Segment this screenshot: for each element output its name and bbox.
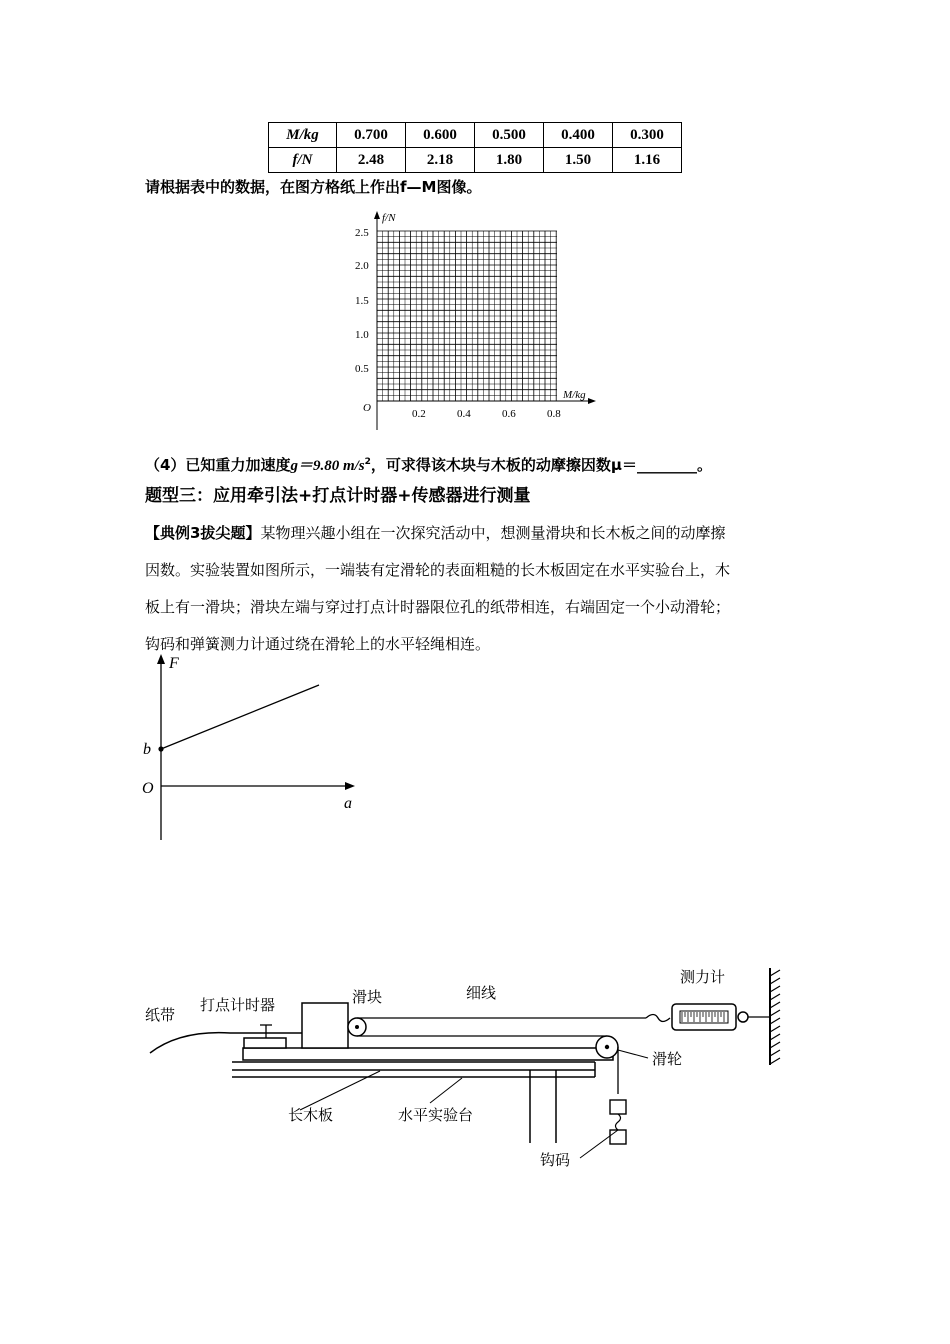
timer: [244, 1038, 286, 1048]
y-axis-label: f/N: [382, 212, 396, 224]
wall-hatch-line: [770, 1018, 780, 1024]
leader-table: [430, 1078, 462, 1103]
x-tick-label: 0.6: [502, 408, 516, 420]
example-line: 板上有一滑块；滑块左端与穿过打点计时器限位孔的纸带相连，右端固定一个小动滑轮；: [145, 598, 731, 616]
question-4: （4）已知重力加速度g＝9.80 $m/s^2$，可求得该木块与木板的动摩擦因数μ＝________。: [145, 456, 712, 474]
instruction-text: 请根据表中的数据，在图方格纸上作出f—M图像。: [145, 178, 482, 196]
label-weights: 钩码: [540, 1151, 571, 1169]
example-tag: 【典例3拔尖题】: [145, 524, 261, 542]
example-line: 因数。实验装置如图所示，一端装有定滑轮的表面粗糙的长木板固定在水平实验台上，木: [145, 561, 731, 579]
table-cell: 1.80: [475, 148, 544, 173]
origin-label: O: [363, 402, 371, 414]
label-paper-tape: 纸带: [145, 1006, 176, 1024]
table-cell: 1.16: [613, 148, 682, 173]
wall-hatch-line: [770, 1002, 780, 1008]
label-timer: 打点计时器: [200, 996, 276, 1014]
scale-hook: [646, 1015, 670, 1022]
x-axis-label: M/kg: [563, 389, 586, 401]
table-header-cell: M/kg: [269, 123, 337, 148]
table-header-cell: f/N: [269, 148, 337, 173]
wall-hatch-line: [770, 1058, 780, 1064]
y-tick-label: 0.5: [355, 363, 369, 375]
wall-hatch: [770, 970, 780, 1064]
table-row: [269, 148, 682, 173]
f-label: F: [169, 655, 179, 672]
weight-1: [610, 1100, 626, 1114]
table-row: [269, 123, 682, 148]
x-tick-label: 0.4: [457, 408, 471, 420]
scale-ring: [738, 1012, 748, 1022]
y-axis-arrow: [374, 211, 380, 219]
table-cell: 0.500: [475, 123, 544, 148]
table-cell: 0.700: [337, 123, 406, 148]
wall-hatch-line: [770, 1050, 780, 1056]
example-paragraph: [145, 515, 825, 663]
g-value: g＝9.80 m/s: [290, 458, 365, 474]
label-long-board: 长木板: [288, 1106, 334, 1124]
weight-2: [610, 1130, 626, 1144]
data-table: [268, 122, 682, 173]
x-axis-arrow: [588, 398, 596, 404]
intercept-point: [158, 746, 163, 751]
grid-lines: [377, 231, 557, 401]
example-line: 钩码和弹簧测力计通过绕在滑轮上的水平轻绳相连。: [145, 635, 491, 653]
y-tick-label: 2.0: [355, 260, 369, 272]
y-tick-label: 1.5: [355, 295, 369, 307]
f-a-line: [161, 685, 319, 749]
table-cell: 0.600: [406, 123, 475, 148]
f-a-graph: [135, 650, 375, 845]
grid-paper-chart: [350, 205, 610, 430]
slider-block: [302, 1003, 348, 1048]
leader-pulley: [618, 1050, 648, 1058]
a-axis-arrow: [345, 782, 355, 790]
x-tick-label: 0.2: [412, 408, 426, 420]
wall-hatch-line: [770, 978, 780, 984]
origin-label: O: [142, 780, 154, 797]
table-cell: 0.300: [613, 123, 682, 148]
table-cell: 1.50: [544, 148, 613, 173]
label-thread: 细线: [466, 984, 497, 1002]
table-cell: 2.18: [406, 148, 475, 173]
wall-hatch-line: [770, 986, 780, 992]
table-cell: 2.48: [337, 148, 406, 173]
y-tick-label: 1.0: [355, 329, 369, 341]
table-cell: 0.400: [544, 123, 613, 148]
f-axis-arrow: [157, 654, 165, 664]
label-table: 水平实验台: [398, 1106, 474, 1124]
wall-hatch-line: [770, 994, 780, 1000]
apparatus-diagram: [140, 960, 800, 1175]
long-board: [243, 1048, 613, 1060]
intercept-label: b: [143, 741, 151, 758]
example-line: 【典例3拔尖题】某物理兴趣小组在一次探究活动中，想测量滑块和长木板之间的动摩擦: [145, 524, 726, 542]
wall-hatch-line: [770, 1034, 780, 1040]
wall-hatch-line: [770, 1026, 780, 1032]
x-tick-label: 0.8: [547, 408, 561, 420]
section-title: 题型三：应用牵引法+打点计时器+传感器进行测量: [145, 486, 531, 506]
wall-hatch-line: [770, 970, 780, 976]
wall-hatch-line: [770, 1042, 780, 1048]
wall-hatch-line: [770, 1010, 780, 1016]
label-force-meter: 测力计: [680, 968, 726, 986]
exponent: 2: [364, 457, 371, 467]
label-pulley: 滑轮: [652, 1050, 683, 1068]
a-label: a: [344, 795, 352, 812]
label-slider: 滑块: [352, 988, 383, 1006]
weight-hook: [616, 1114, 621, 1130]
y-tick-label: 2.5: [355, 227, 369, 239]
